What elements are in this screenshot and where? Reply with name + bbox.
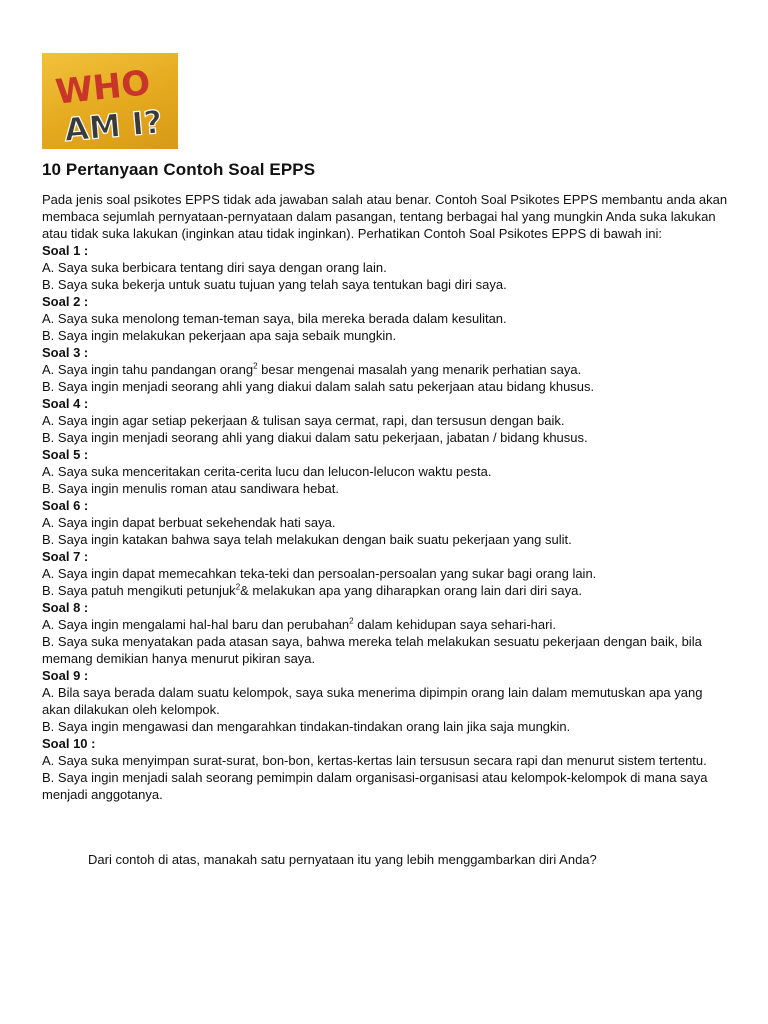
question-1-option-b: B. Saya suka bekerja untuk suatu tujuan yang telah saya tentukan bagi diri saya. [42, 277, 507, 292]
question-10-option-a: A. Saya suka menyimpan surat-surat, bon-bon, kertas-kertas lain tersusun secara rapi dan menurut sistem tertentu. [42, 753, 707, 768]
intro-paragraph: Pada jenis soal psikotes EPPS tidak ada jawaban salah atau benar. Contoh Soal Psikotes EPPS membantu anda akan membaca sejumlah pernyataan-pernyataan dalam pasangan, tentang berbagai hal yang mungkin Anda suka lakukan atau tidak suka lakukan (inginkan atau tidak inginkan). Perhatikan Contoh Soal Psikotes EPPS di bawah ini: [42, 192, 728, 241]
logo-line1: WHO [53, 63, 153, 113]
closing-question: Dari contoh di atas, manakah satu pernyataan itu yang lebih menggambarkan diri Anda? [88, 852, 597, 867]
question-3-option-a-text-end: besar mengenai masalah yang menarik perhatian saya. [257, 362, 582, 377]
question-5-label: Soal 5 : [42, 447, 89, 462]
question-2-option-a: A. Saya suka menolong teman-teman saya, bila mereka berada dalam kesulitan. [42, 311, 507, 326]
question-7-option-b-text: B. Saya patuh mengikuti petunjuk [42, 583, 236, 598]
question-10-option-b: B. Saya ingin menjadi salah seorang pemimpin dalam organisasi-organisasi atau kelompok-kelompok di mana saya menjadi anggotanya. [42, 770, 708, 802]
question-7-option-a: A. Saya ingin dapat memecahkan teka-teki dan persoalan-persoalan yang sukar bagi orang lain. [42, 566, 597, 581]
question-3-label: Soal 3 : [42, 345, 89, 360]
question-2-label: Soal 2 : [42, 294, 89, 309]
question-9-label: Soal 9 : [42, 668, 89, 683]
question-7-option-b [42, 582, 732, 599]
who-am-i-logo-art [42, 53, 178, 149]
question-4-label: Soal 4 : [42, 396, 89, 411]
question-7-option-b-superscript: 2 [235, 582, 241, 592]
question-2-option-b: B. Saya ingin melakukan pekerjaan apa saja sebaik mungkin. [42, 328, 397, 343]
question-6-label: Soal 6 : [42, 498, 89, 513]
question-4-option-b: B. Saya ingin menjadi seorang ahli yang diakui dalam satu pekerjaan, jabatan / bidang khusus. [42, 430, 588, 445]
question-5-option-a: A. Saya suka menceritakan cerita-cerita lucu dan lelucon-lelucon waktu pesta. [42, 464, 492, 479]
question-3-option-b: B. Saya ingin menjadi seorang ahli yang diakui dalam salah satu pekerjaan atau bidang khusus. [42, 379, 595, 394]
question-10-label: Soal 10 : [42, 736, 96, 751]
question-1-option-a: A. Saya suka berbicara tentang diri saya dengan orang lain. [42, 260, 387, 275]
question-7-label: Soal 7 : [42, 549, 89, 564]
question-3-option-a-text: A. Saya ingin tahu pandangan orang [42, 362, 254, 377]
question-7-option-b-text-end: & melakukan apa yang diharapkan orang lain dari diri saya. [240, 583, 582, 598]
question-6-option-b: B. Saya ingin katakan bahwa saya telah melakukan dengan baik suatu pekerjaan yang sulit. [42, 532, 572, 547]
question-9-option-a: A. Bila saya berada dalam suatu kelompok, saya suka menerima dipimpin orang lain dalam memutuskan apa yang akan dilakukan oleh kelompok. [42, 685, 703, 717]
document-body [42, 191, 732, 803]
question-3-option-a-superscript: 2 [253, 361, 258, 371]
question-1-label: Soal 1 : [42, 243, 89, 258]
page-title: 10 Pertanyaan Contoh Soal EPPS [42, 160, 316, 179]
question-8-option-a-text-end: dalam kehidupan saya sehari-hari. [353, 617, 556, 632]
who-am-i-logo [42, 53, 178, 149]
question-3-option-a [42, 361, 732, 378]
question-8-label: Soal 8 : [42, 600, 89, 615]
question-8-option-a [42, 616, 732, 633]
question-8-option-a-text: A. Saya ingin mengalami hal-hal baru dan perubahan [42, 617, 350, 632]
question-9-option-b: B. Saya ingin mengawasi dan mengarahkan tindakan-tindakan orang lain jika saja mungkin. [42, 719, 571, 734]
question-4-option-a: A. Saya ingin agar setiap pekerjaan & tulisan saya cermat, rapi, dan tersusun dengan baik. [42, 413, 565, 428]
question-6-option-a: A. Saya ingin dapat berbuat sekehendak hati saya. [42, 515, 336, 530]
question-8-option-a-superscript: 2 [349, 616, 354, 626]
question-5-option-b: B. Saya ingin menulis roman atau sandiwara hebat. [42, 481, 340, 496]
logo-line2: AM I? [62, 102, 164, 149]
question-8-option-b: B. Saya suka menyatakan pada atasan saya, bahwa mereka telah melakukan sesuatu pekerjaan dengan baik, bila memang demikian hanya menurut pikiran saya. [42, 634, 702, 666]
